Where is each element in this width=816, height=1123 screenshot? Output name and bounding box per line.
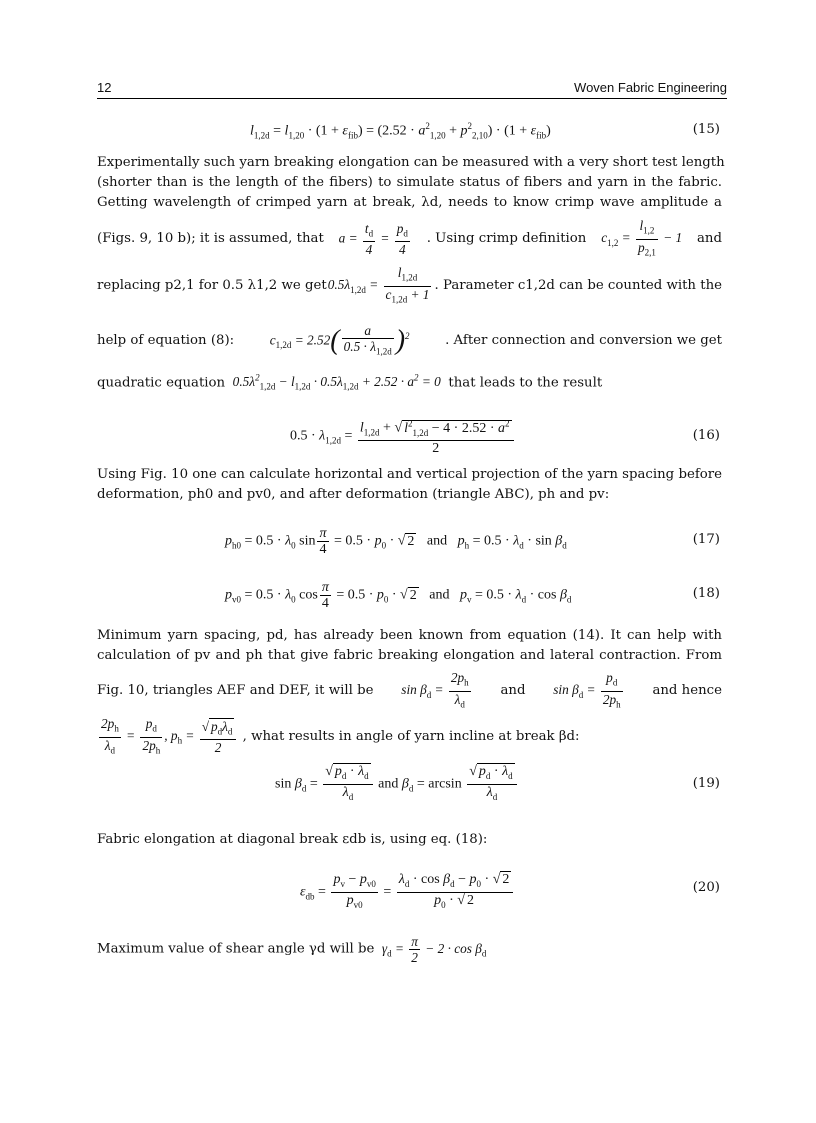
paragraph-line-with-math: Fig. 10, triangles AEF and DEF, it will be $\sin \beta_d$ = $\frac{2p_h}{\lambda_d}$ and $\sin \beta_d$ = $\frac{p_d}{2p_h}$ and hence [97, 670, 722, 712]
paragraph-line: Fabric elongation at diagonal break εdb is, using eq. (18): [97, 832, 488, 847]
paragraph-line: Using Fig. 10 one can calculate horizontal and vertical projection of the yarn spacing before [97, 467, 722, 482]
shear-angle-formula: $\gamma_d$ = $\frac{\pi}{2}$ − $2 \cdot \cos \beta_d$ [381, 934, 487, 965]
paragraph-line-with-math: quadratic equation $0.5\lambda^2_{1,2d} - l_{1,2d} \cdot 0.5\lambda_{1,2d} + 2.52 \cdot a^2 = 0$ that leads to the result [97, 373, 603, 393]
page-header [97, 80, 727, 99]
equation-number-18: (18) [692, 586, 720, 601]
equation-20: $\varepsilon_{db}$ = $\frac{p_v - p_{v0}}{p_{v0}}$ = $\frac{\lambda_d \cdot \cos \beta_d - p_0 \cdot √ 2}{p_0 \cdot √ 2}$ [300, 872, 515, 913]
amplitude-formula: a = $\frac{t_d}{4}$ = $\frac{p_d}{4}$ [338, 220, 408, 258]
equation-number-17: (17) [692, 532, 720, 547]
paragraph-line: Experimentally such yarn breaking elongation can be measured with a very short test length [97, 155, 725, 170]
equation-number-16: (16) [692, 428, 720, 443]
running-title: Woven Fabric Engineering [574, 80, 727, 95]
equation-number-15: (15) [692, 122, 720, 137]
paragraph-line: calculation of pv and ph that give fabric breaking elongation and lateral contraction. From [97, 648, 722, 663]
sine-beta-formula-2: $\sin \beta_d$ = $\frac{p_d}{2p_h}$ [553, 670, 621, 710]
paragraph-line-with-math: replacing p2,1 for 0.5 λ1,2 we get $0.5\lambda_{1,2d}$ = $\frac{l_{1,2d}}{c_{1,2d} + 1}$ . Parameter c1,2d can be counted with the [97, 265, 722, 307]
quadratic-equation: $0.5\lambda^2_{1,2d} - l_{1,2d} \cdot 0.5\lambda_{1,2d} + 2.52 \cdot a^2 = 0$ [229, 373, 445, 393]
equation-16: $0.5 \cdot \lambda_{1,2d}$ = $\frac{l_{1,2d} + √ l^2_{1,2d} - 4 \cdot 2.52 \cdot a^2}{2}$ [290, 416, 516, 456]
horizontal-projection-formula: $\frac{2p_h}{\lambda_d}$ = $\frac{p_d}{2p_h}$ , $p_h$ = $\frac{√ p_d\lambda_d}{2}$ [97, 728, 238, 743]
paragraph-line-with-math: $\frac{2p_h}{\lambda_d}$ = $\frac{p_d}{2p_h}$ , $p_h$ = $\frac{√ p_d\lambda_d}{2}$ , what results in angle of yarn incline at break βd: [97, 716, 722, 758]
sine-beta-formula-1: $\sin \beta_d$ = $\frac{2p_h}{\lambda_d}$ [401, 670, 469, 710]
half-wavelength-formula: $0.5\lambda_{1,2d}$ = $\frac{l_{1,2d}}{c_{1,2d} + 1}$ [327, 265, 430, 305]
equation-15: $l_{1,2d} = l_{1,20} \cdot (1 + \varepsilon_{fib}) = (2.52 \cdot a^2_{1,20} + p^2_{2,10}) \cdot (1 + \varepsilon_{fib})$ [250, 121, 551, 141]
equation-number-19: (19) [692, 776, 720, 791]
equation-18: $p_{v0} = 0.5 \cdot \lambda_0$ cos $\frac{\pi}{4}$ = $0.5 \cdot p_0$ · √ 2 and $p_v = 0.5 \cdot \lambda_d \cdot \cos \beta_d$ [225, 580, 572, 611]
paragraph-line: Getting wavelength of crimped yarn at break, λd, needs to know crimp wave amplitude a [97, 195, 722, 210]
paragraph-line-with-math: (Figs. 9, 10 b); it is assumed, that a = $\frac{t_d}{4}$ = $\frac{p_d}{4}$ . Using crimp definition $c_{1,2}$ = $\frac{l_{1,2}}{p_{2,1}}$ − 1 and [97, 218, 722, 260]
equation-17: $p_{h0} = 0.5 \cdot \lambda_0$ sin $\frac{\pi}{4}$ = $0.5 \cdot p_0$ · √ 2 and $p_h = 0.5 \cdot \lambda_d \cdot \sin \beta_d$ [225, 526, 567, 557]
paragraph-line: deformation, ph0 and pv0, and after deformation (triangle ABC), ph and pv: [97, 487, 610, 502]
equation-19: $\sin \beta_d$ = $\frac{√ p_d \cdot \lambda_d}{\lambda_d}$ and $\beta_d = \arcsin$ $\frac{√ p_d \cdot \lambda_d}{\lambda_d}$ [275, 764, 519, 805]
page-number: 12 [97, 80, 112, 95]
paragraph-line: (shorter than is the length of the fibers) to simulate status of fibers and yarn in the fabric. [97, 175, 722, 190]
paragraph-line-with-math: help of equation (8): $c_{1,2d} = 2.52$( $\frac{a}{0.5 \cdot \lambda_{1,2d}}$ )$^2$ . After connection and conversion we get [97, 323, 722, 360]
paragraph-line: Minimum yarn spacing, pd, has already been known from equation (14). It can help with [97, 628, 722, 643]
paragraph-line-with-math: Maximum value of shear angle γd will be $\gamma_d$ = $\frac{\pi}{2}$ − $2 \cdot \cos \beta_d$ [97, 934, 487, 965]
equation-number-20: (20) [692, 880, 720, 895]
crimp-definition-formula: $c_{1,2}$ = $\frac{l_{1,2}}{p_{2,1}}$ − 1 [601, 218, 683, 258]
crimp-parameter-formula: $c_{1,2d} = 2.52$( $\frac{a}{0.5 \cdot \lambda_{1,2d}}$ )$^2$ [269, 323, 410, 357]
